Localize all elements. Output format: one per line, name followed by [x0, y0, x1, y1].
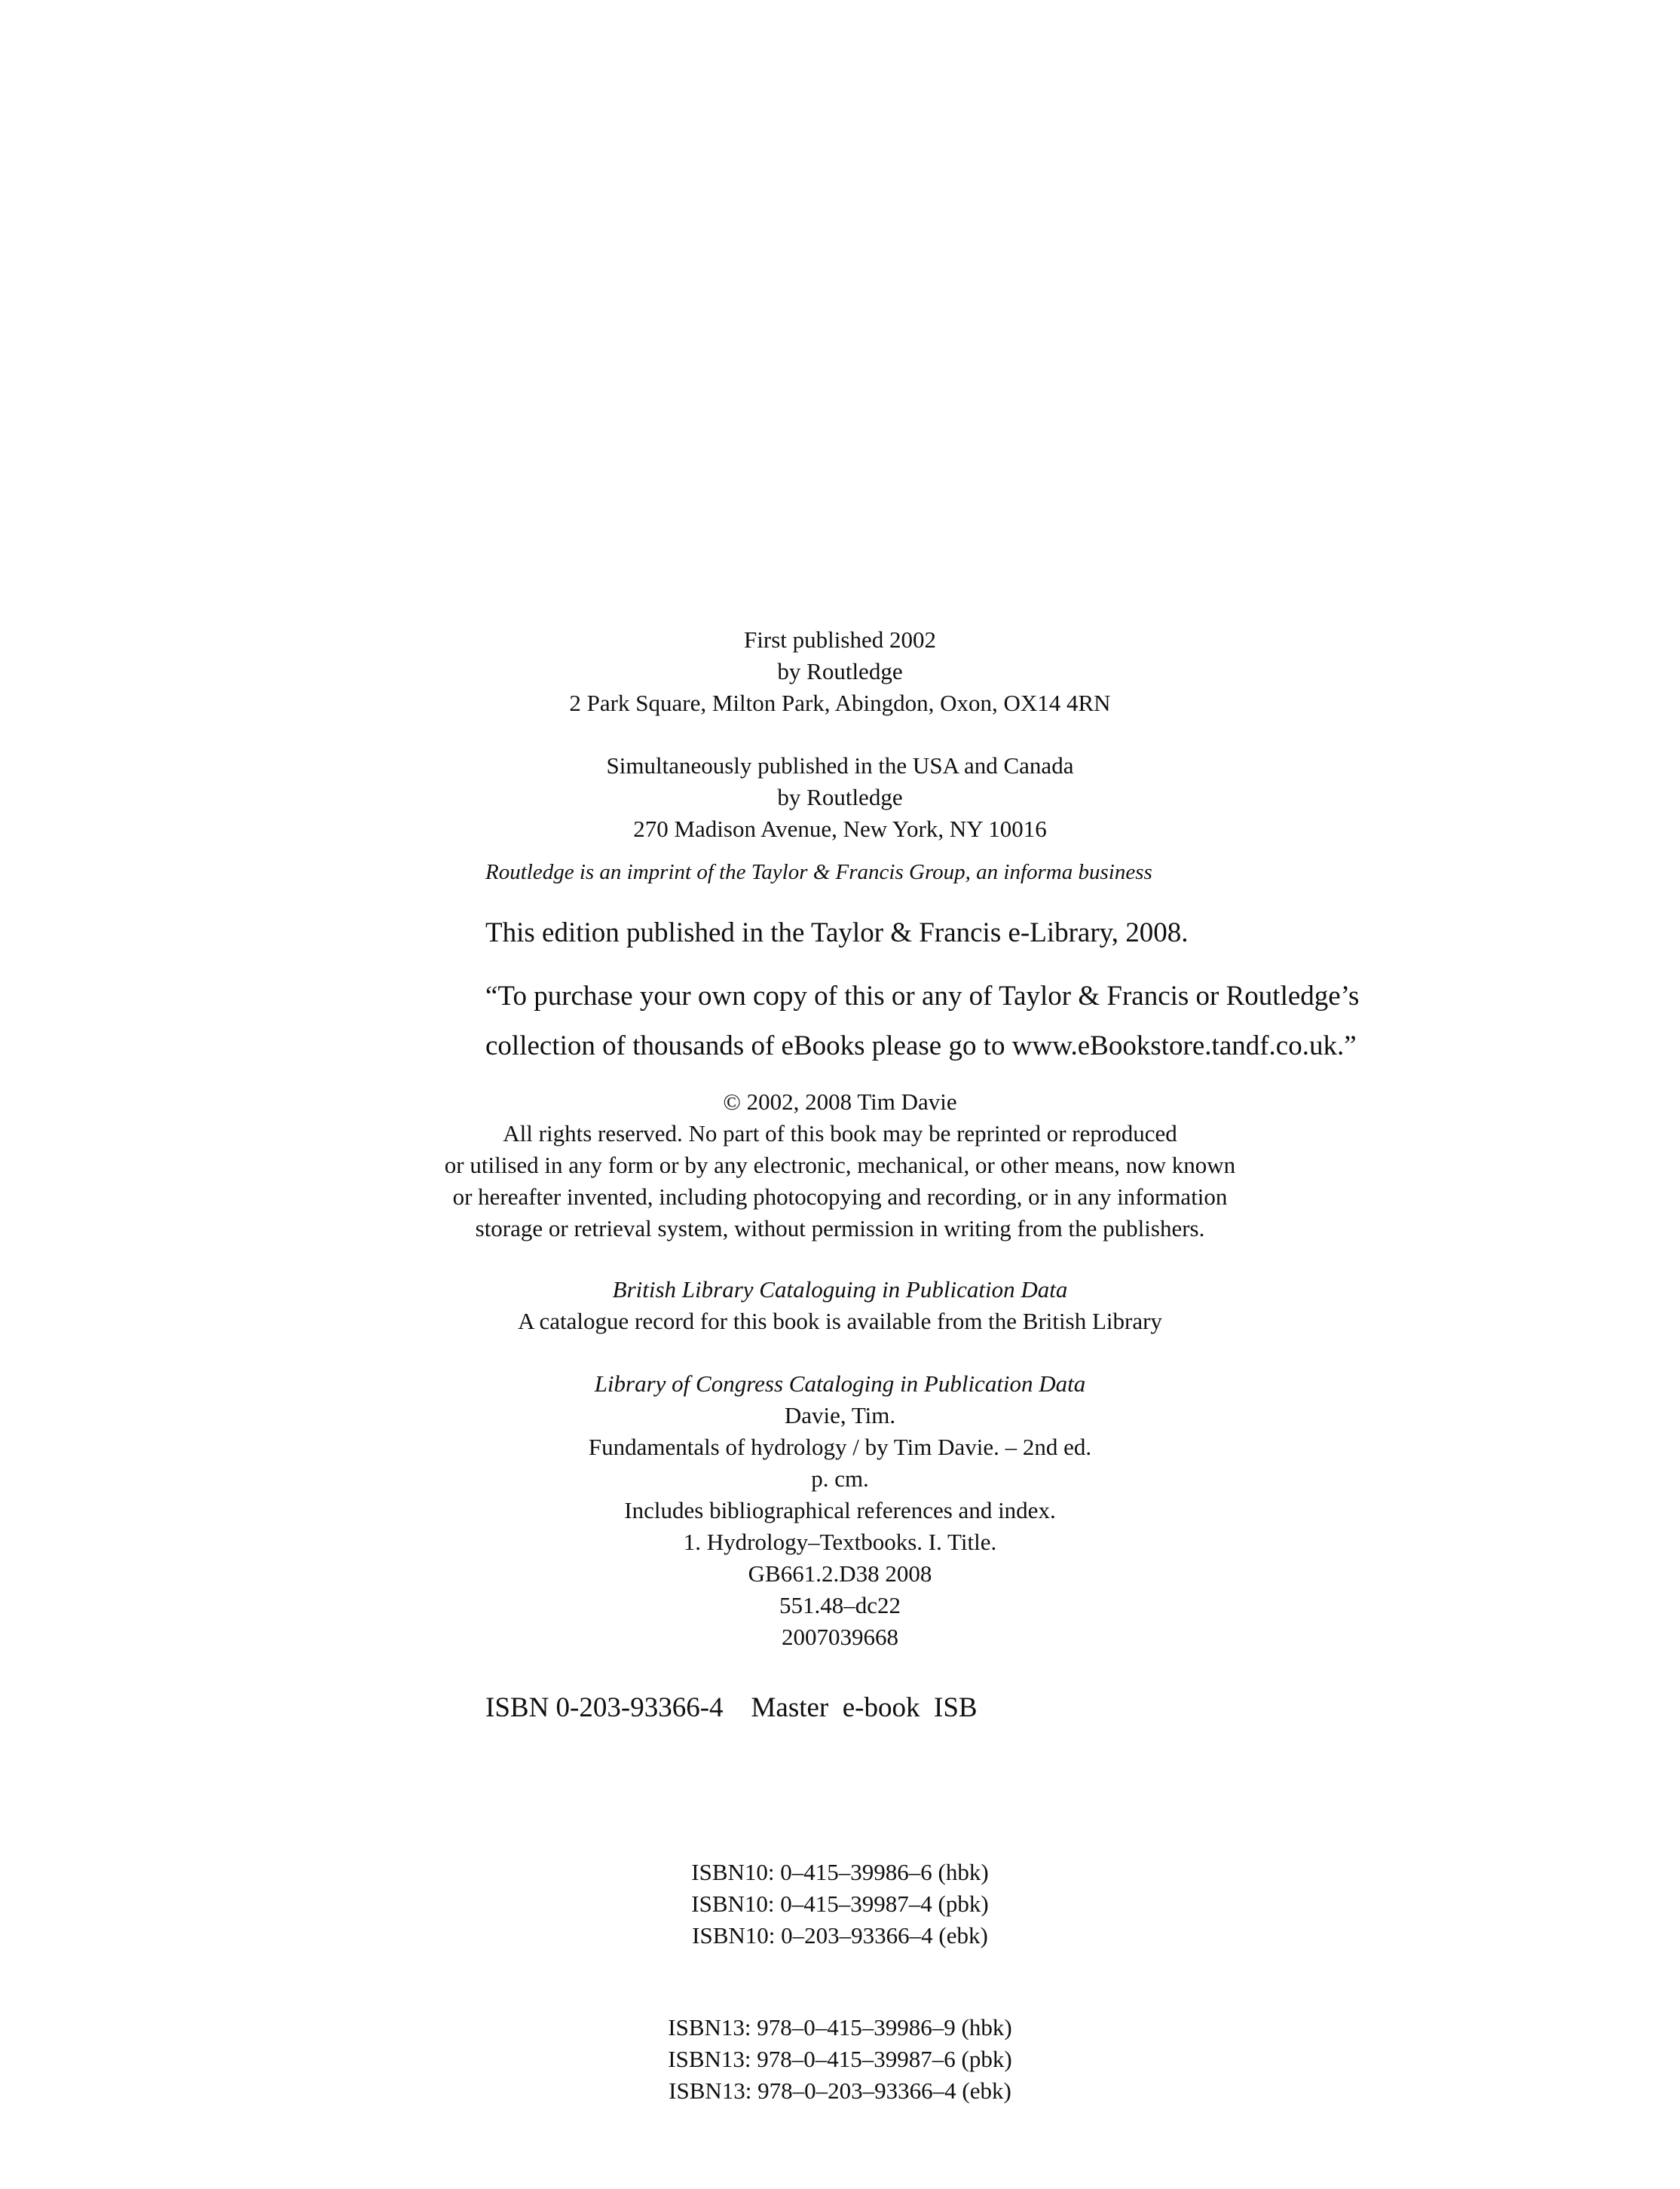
loc-line: Davie, Tim. — [784, 1402, 896, 1428]
isbn10-block — [0, 1857, 1680, 1952]
isbn10-line: ISBN10: 0–415–39987–4 (pbk) — [691, 1890, 989, 1917]
first-published-block — [0, 624, 1680, 719]
first-published-line: First published 2002 — [744, 626, 936, 653]
rights-line-1: All rights reserved. No part of this book may be reprinted or reproduced — [503, 1120, 1177, 1147]
simultaneous-publication-block — [0, 750, 1680, 845]
british-library-cip-block — [0, 1274, 1680, 1337]
loc-line: Fundamentals of hydrology / by Tim Davie. – 2nd ed. — [588, 1434, 1092, 1460]
us-publisher-address-line: 270 Madison Avenue, New York, NY 10016 — [633, 816, 1047, 842]
loc-line: 551.48–dc22 — [779, 1592, 901, 1618]
isbn13-line: ISBN13: 978–0–203–93366–4 (ebk) — [669, 2077, 1011, 2104]
british-library-text: A catalogue record for this book is available from the British Library — [518, 1308, 1162, 1334]
isbn-master-line: ISBN 0-203-93366-4 Master e-book ISB — [485, 1692, 978, 1723]
copyright-line: © 2002, 2008 Tim Davie — [723, 1088, 957, 1115]
library-of-congress-cip-block — [0, 1368, 1680, 1653]
isbn13-block — [0, 2012, 1680, 2107]
loc-line: 2007039668 — [782, 1624, 898, 1650]
purchase-note-line-2: collection of thousands of eBooks please go to www.eBookstore.tandf.co.uk.” — [485, 1030, 1357, 1061]
publisher-address-line: 2 Park Square, Milton Park, Abingdon, Oxon, OX14 4RN — [569, 690, 1111, 716]
publisher-line: by Routledge — [777, 658, 903, 684]
purchase-note-line-1: “To purchase your own copy of this or any of Taylor & Francis or Routledge’s — [485, 981, 1360, 1012]
isbn10-line: ISBN10: 0–415–39986–6 (hbk) — [691, 1859, 989, 1885]
edition-note: This edition published in the Taylor & Francis e-Library, 2008. — [485, 917, 1189, 948]
loc-line: GB661.2.D38 2008 — [748, 1560, 932, 1587]
isbn13-line: ISBN13: 978–0–415–39986–9 (hbk) — [668, 2014, 1012, 2041]
isbn10-line: ISBN10: 0–203–93366–4 (ebk) — [692, 1922, 988, 1949]
imprint-note: Routledge is an imprint of the Taylor & Francis Group, an informa business — [485, 860, 1152, 884]
simultaneous-line: Simultaneously published in the USA and Canada — [606, 752, 1074, 779]
loc-heading: Library of Congress Cataloging in Publication Data — [594, 1370, 1086, 1397]
loc-line: 1. Hydrology–Textbooks. I. Title. — [683, 1529, 997, 1555]
copyright-block — [0, 1086, 1680, 1245]
us-publisher-line: by Routledge — [777, 784, 903, 810]
rights-line-3: or hereafter invented, including photocopying and recording, or in any information — [452, 1183, 1228, 1210]
rights-line-4: storage or retrieval system, without permission in writing from the publishers. — [475, 1215, 1205, 1241]
loc-line: p. cm. — [811, 1465, 869, 1492]
loc-line: Includes bibliographical references and index. — [624, 1497, 1056, 1523]
isbn13-line: ISBN13: 978–0–415–39987–6 (pbk) — [668, 2046, 1012, 2072]
british-library-heading: British Library Cataloguing in Publication Data — [612, 1276, 1068, 1303]
rights-line-2: or utilised in any form or by any electronic, mechanical, or other means, now known — [444, 1152, 1236, 1178]
